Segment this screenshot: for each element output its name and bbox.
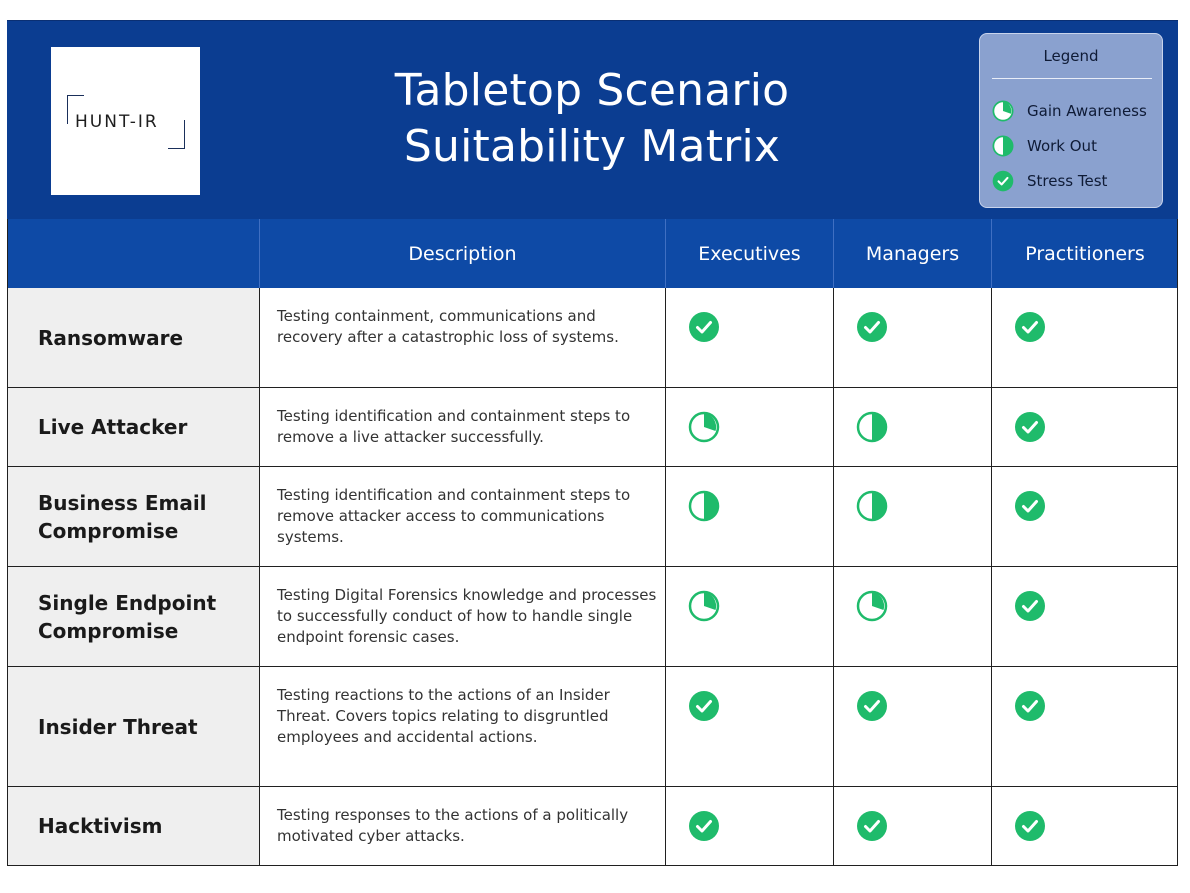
executives-cell bbox=[665, 288, 833, 387]
legend-divider bbox=[992, 78, 1152, 79]
executives-cell bbox=[665, 787, 833, 865]
scenario-description: Testing reactions to the actions of an Insider Threat. Covers topics relating to disgruntled employees and accidental actions. bbox=[277, 686, 610, 746]
legend-item-gain-awareness bbox=[992, 100, 1147, 122]
practitioners-cell bbox=[991, 667, 1178, 786]
table-row-business-email-compromise bbox=[7, 467, 1178, 567]
table-row-hacktivism bbox=[7, 787, 1178, 866]
description-cell bbox=[259, 288, 665, 387]
scenario-name-cell bbox=[7, 567, 259, 666]
managers-cell bbox=[833, 787, 991, 865]
managers-cell bbox=[833, 467, 991, 566]
stress-test-icon bbox=[856, 810, 888, 842]
suitability-table bbox=[7, 219, 1178, 866]
logo bbox=[51, 47, 200, 195]
scenario-name-cell bbox=[7, 667, 259, 786]
table-row-single-endpoint-compromise bbox=[7, 567, 1178, 667]
managers-cell bbox=[833, 567, 991, 666]
practitioners-cell bbox=[991, 467, 1178, 566]
page-title-line-1: Tabletop Scenario bbox=[394, 65, 790, 116]
executives-cell bbox=[665, 567, 833, 666]
header-banner bbox=[7, 20, 1178, 219]
table-row-live-attacker bbox=[7, 388, 1178, 467]
stress-test-icon bbox=[1014, 411, 1046, 443]
logo-mark bbox=[67, 95, 185, 149]
stress-test-icon bbox=[1014, 490, 1046, 522]
stress-test-icon bbox=[1014, 590, 1046, 622]
description-cell bbox=[259, 787, 665, 865]
scenario-name-cell bbox=[7, 787, 259, 865]
scenario-name: Hacktivism bbox=[38, 814, 163, 838]
page-title bbox=[282, 63, 902, 175]
scenario-description: Testing responses to the actions of a politically motivated cyber attacks. bbox=[277, 806, 629, 845]
legend-label-gain-awareness: Gain Awareness bbox=[1027, 102, 1147, 120]
practitioners-cell bbox=[991, 787, 1178, 865]
header-executives: Executives bbox=[665, 219, 833, 288]
work-out-icon bbox=[856, 490, 888, 522]
header-managers: Managers bbox=[833, 219, 991, 288]
scenario-name-cell bbox=[7, 388, 259, 466]
scenario-name: Insider Threat bbox=[38, 714, 198, 739]
stress-test-icon bbox=[688, 810, 720, 842]
logo-bracket-bottom-right bbox=[168, 120, 185, 149]
managers-cell bbox=[833, 288, 991, 387]
matrix-page bbox=[7, 20, 1178, 866]
logo-text: HUNT-IR bbox=[75, 112, 159, 132]
managers-cell bbox=[833, 388, 991, 466]
stress-test-icon bbox=[856, 690, 888, 722]
practitioners-cell bbox=[991, 388, 1178, 466]
legend-label-work-out: Work Out bbox=[1027, 137, 1097, 155]
header-description: Description bbox=[259, 219, 665, 288]
stress-test-icon bbox=[688, 311, 720, 343]
legend-item-work-out bbox=[992, 135, 1097, 157]
description-cell bbox=[259, 467, 665, 566]
table-row-insider-threat bbox=[7, 667, 1178, 787]
work-out-icon bbox=[992, 135, 1014, 157]
legend-item-stress-test bbox=[992, 170, 1107, 192]
scenario-name: Single Endpoint Compromise bbox=[38, 590, 217, 643]
managers-cell bbox=[833, 667, 991, 786]
practitioners-cell bbox=[991, 567, 1178, 666]
stress-test-icon bbox=[992, 170, 1014, 192]
table-row-ransomware bbox=[7, 288, 1178, 388]
description-cell bbox=[259, 388, 665, 466]
scenario-name: Business Email Compromise bbox=[38, 490, 207, 543]
gain-awareness-icon bbox=[992, 100, 1014, 122]
header-scenario bbox=[7, 219, 259, 288]
table-header-row bbox=[7, 219, 1178, 288]
gain-awareness-icon bbox=[688, 411, 720, 443]
scenario-name-cell bbox=[7, 467, 259, 566]
gain-awareness-icon bbox=[856, 590, 888, 622]
stress-test-icon bbox=[688, 690, 720, 722]
page-title-line-2: Suitability Matrix bbox=[403, 121, 781, 172]
work-out-icon bbox=[856, 411, 888, 443]
scenario-description: Testing identification and containment steps to remove attacker access to communications systems. bbox=[277, 486, 631, 546]
description-cell bbox=[259, 567, 665, 666]
work-out-icon bbox=[688, 490, 720, 522]
header-practitioners: Practitioners bbox=[991, 219, 1178, 288]
scenario-name-cell bbox=[7, 288, 259, 387]
legend-panel bbox=[979, 33, 1163, 208]
executives-cell bbox=[665, 667, 833, 786]
legend-label-stress-test: Stress Test bbox=[1027, 172, 1108, 190]
stress-test-icon bbox=[1014, 311, 1046, 343]
stress-test-icon bbox=[856, 311, 888, 343]
scenario-name: Ransomware bbox=[38, 325, 184, 350]
description-cell bbox=[259, 667, 665, 786]
stress-test-icon bbox=[1014, 810, 1046, 842]
scenario-description: Testing identification and containment steps to remove a live attacker successfully. bbox=[277, 407, 631, 446]
scenario-description: Testing containment, communications and recovery after a catastrophic loss of systems. bbox=[277, 307, 619, 346]
executives-cell bbox=[665, 467, 833, 566]
legend-title: Legend bbox=[1043, 47, 1099, 65]
gain-awareness-icon bbox=[688, 590, 720, 622]
practitioners-cell bbox=[991, 288, 1178, 387]
scenario-name: Live Attacker bbox=[38, 415, 188, 439]
scenario-description: Testing Digital Forensics knowledge and processes to successfully conduct of how to handle single endpoint forensic cases. bbox=[277, 586, 657, 646]
executives-cell bbox=[665, 388, 833, 466]
stress-test-icon bbox=[1014, 690, 1046, 722]
